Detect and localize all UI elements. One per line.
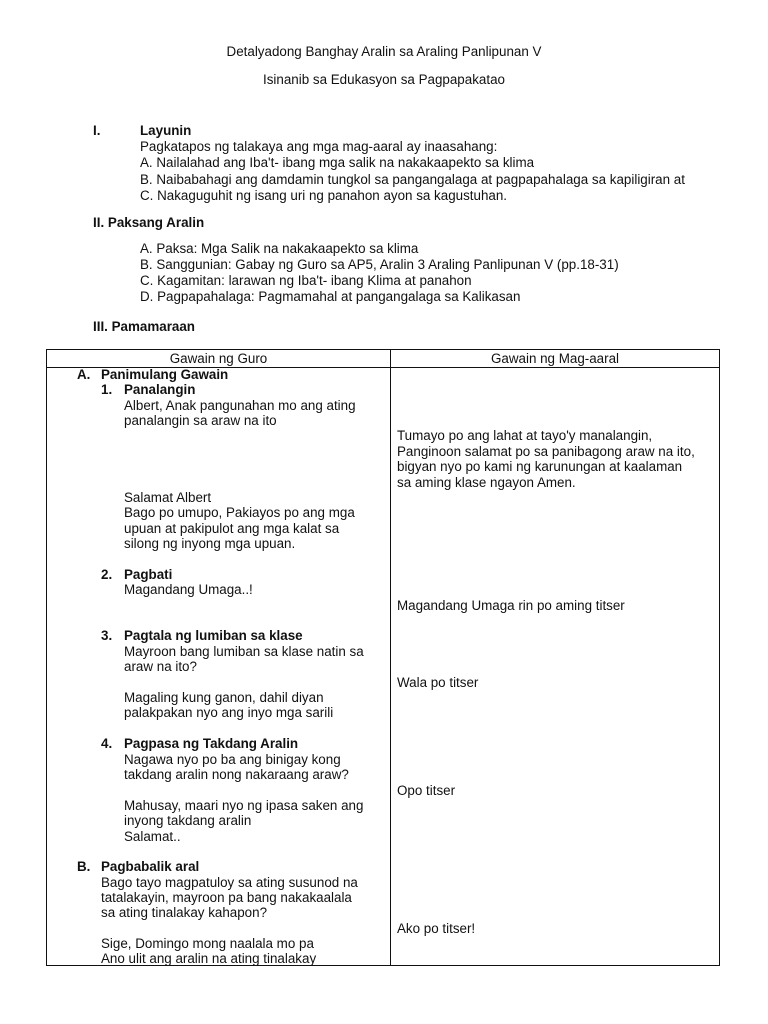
teacher-line: silong ng inyong mga upuan.: [124, 536, 296, 551]
teacher-line: Albert, Anak pangunahan mo ang ating: [124, 398, 356, 413]
teacher-line: Bago tayo magpatuloy sa ating susunod na: [101, 875, 358, 890]
step-title: Pagtala ng lumiban sa klase: [124, 628, 303, 643]
document-title: Detalyadong Banghay Aralin sa Araling Panlipunan V: [226, 44, 542, 59]
teacher-line: panalangin sa araw na ito: [124, 413, 277, 428]
teacher-line: Magandang Umaga..!: [124, 582, 253, 597]
objective-c: C. Nakaguguhit ng isang uri ng panahon ayon sa kagustuhan.: [140, 188, 508, 203]
student-line: bigyan nyo po kami ng karunungan at kaalaman: [397, 459, 683, 474]
column-divider: [390, 350, 391, 965]
student-line: sa aming klase ngayon Amen.: [397, 475, 576, 490]
pagpapahalaga-item: D. Pagpapahalaga: Pagmamahal at pangangalaga sa Kalikasan: [140, 289, 521, 304]
teacher-line: araw na ito?: [124, 659, 197, 674]
section-heading: II. Paksang Aralin: [93, 215, 205, 230]
teacher-line: Nagawa nyo po ba ang binigay kong: [124, 752, 341, 767]
step-title: Panalangin: [124, 382, 196, 397]
teacher-line: inyong takdang aralin: [124, 813, 252, 828]
step-number: 4.: [101, 736, 113, 751]
header-teacher-activity: Gawain ng Guro: [169, 351, 268, 366]
step-number: 3.: [101, 628, 113, 643]
paksa-item: A. Paksa: Mga Salik na nakakaapekto sa klima: [140, 241, 419, 256]
part-b-label: B.: [77, 859, 91, 874]
section-intro: Pagkatapos ng talakaya ang mga mag-aaral ay inaasahang:: [140, 139, 498, 154]
student-line: Magandang Umaga rin po aming titser: [397, 598, 625, 613]
teacher-line: Bago po umupo, Pakiayos po ang mga: [124, 505, 355, 520]
objective-b: B. Naibabahagi ang damdamin tungkol sa pangangalaga at pagpapahalaga sa kapiligiran at: [140, 172, 685, 187]
step-number: 1.: [101, 382, 113, 397]
kagamitan-item: C. Kagamitan: larawan ng Iba't- ibang Klima at panahon: [140, 273, 472, 288]
header-student-activity: Gawain ng Mag-aaral: [490, 351, 620, 366]
part-a-label: A.: [77, 367, 91, 382]
step-title: Pagbati: [124, 567, 173, 582]
lesson-procedure-table: [46, 349, 720, 966]
step-number: 2.: [101, 567, 113, 582]
section-numeral: I.: [93, 123, 101, 138]
teacher-line: Salamat Albert: [124, 490, 212, 505]
section-heading: Layunin: [140, 123, 192, 138]
teacher-line: Mayroon bang lumiban sa klase natin sa: [124, 644, 364, 659]
teacher-line: palakpakan nyo ang inyo mga sarili: [124, 705, 334, 720]
part-b-heading: Pagbabalik aral: [101, 859, 200, 874]
student-line: Wala po titser: [397, 675, 479, 690]
sanggunian-item: B. Sanggunian: Gabay ng Guro sa AP5, Aralin 3 Araling Panlipunan V (pp.18-31): [140, 257, 619, 272]
student-line: Opo titser: [397, 783, 456, 798]
section-pamamaraan-heading: III. Pamamaraan: [93, 319, 195, 334]
teacher-line: Ano ulit ang aralin na ating tinalakay: [101, 951, 317, 966]
teacher-line: Magaling kung ganon, dahil diyan: [124, 690, 324, 705]
teacher-line: takdang aralin nong nakaraang araw?: [124, 767, 349, 782]
teacher-line: tatalakayin, mayroon pa bang nakakaalala: [101, 890, 352, 905]
part-a-heading: Panimulang Gawain: [101, 367, 229, 382]
teacher-line: upuan at pakipulot ang mga kalat sa: [124, 521, 340, 536]
objective-a: A. Nailalahad ang Iba't- ibang mga salik na nakakaapekto sa klima: [140, 155, 535, 170]
teacher-line: Mahusay, maari nyo ng ipasa saken ang: [124, 798, 364, 813]
step-title: Pagpasa ng Takdang Aralin: [124, 736, 299, 751]
document-subtitle: Isinanib sa Edukasyon sa Pagpapakatao: [263, 72, 505, 87]
student-line: Ako po titser!: [397, 921, 476, 936]
student-line: Panginoon salamat po sa panibagong araw na ito,: [397, 444, 695, 459]
teacher-line: Salamat..: [124, 829, 181, 844]
student-line: Tumayo po ang lahat at tayo'y manalangin,: [397, 428, 653, 443]
teacher-line: sa ating tinalakay kahapon?: [101, 905, 268, 920]
teacher-line: Sige, Domingo mong naalala mo pa: [101, 936, 314, 951]
